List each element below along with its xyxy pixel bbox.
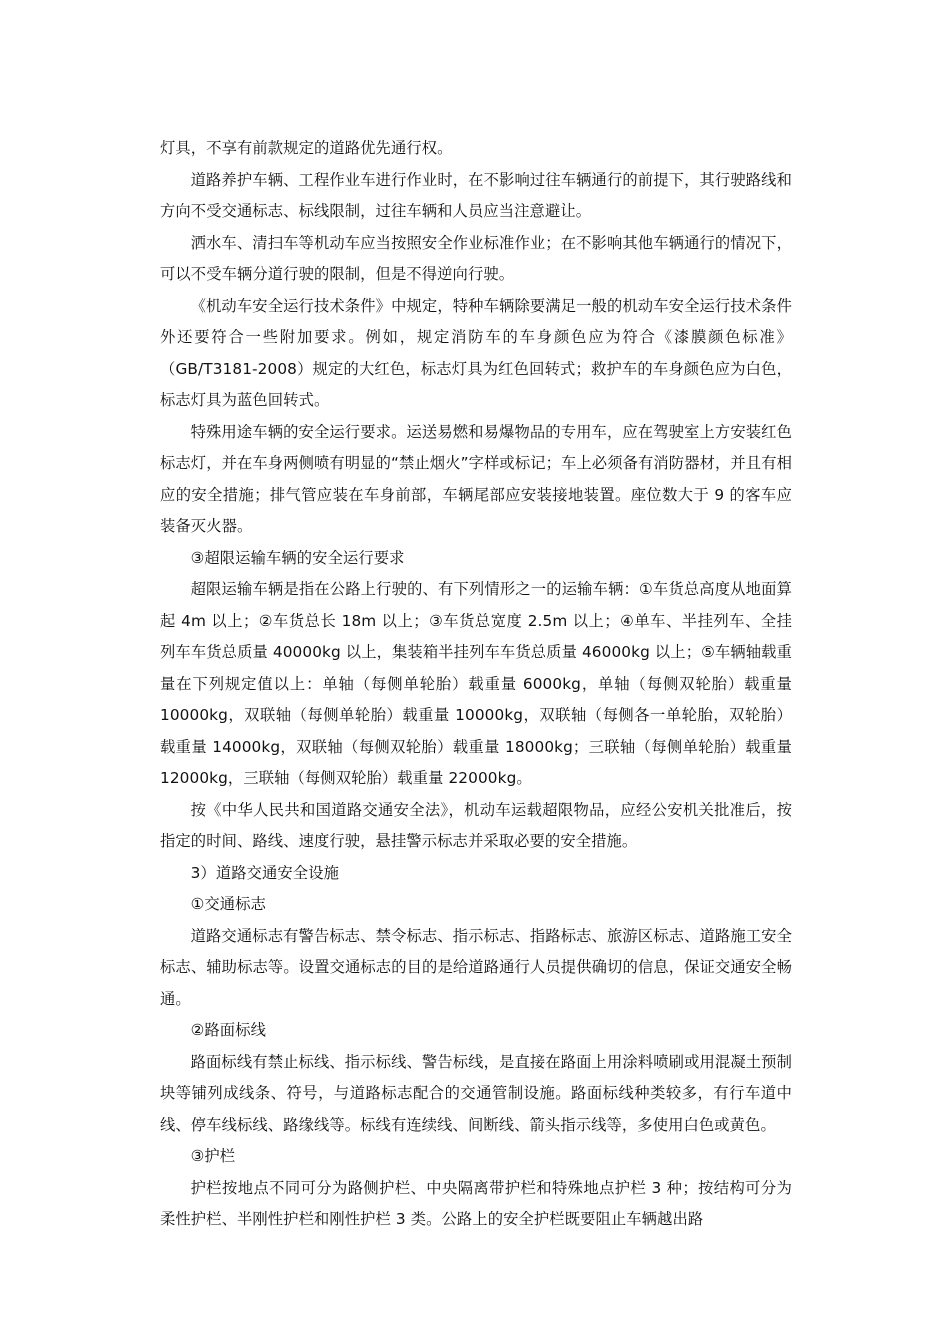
heading-oversize-transport: ③超限运输车辆的安全运行要求 — [190, 548, 405, 567]
paragraph-special-purpose-vehicles: 特殊用途车辆的安全运行要求。运送易燃和易爆物品的专用车，应在驾驶室上方安装红色标志灯，并在车身两侧喷有明显的“禁止烟火”字样或标记；车上必须备有消防器材，并且有相应的安全措施；排气管应装在车身前部，车辆尾部应安装接地装置。座位数大于 9 的客车应装备灭火器。 — [160, 422, 792, 535]
paragraph-oversize-definition: 超限运输车辆是指在公路上行驶的、有下列情形之一的运输车辆：①车货总高度从地面算起 4m 以上；②车货总长 18m 以上；③车货总宽度 2.5m 以上；④单车、半挂列车、全挂列车车货总质量 40000kg 以上，集装箱半挂列车车货总质量 46000kg 以上；⑤车辆轴载重量在下列规定值以上：单轴（每侧单轮胎）载重量 6000kg，单轴（每侧双轮胎）载重量 10000kg，双联轴（每侧单轮胎）载重量 10000kg，双联轴（每侧各一单轮胎，双轮胎）载重量 14000kg，双联轴（每侧双轮胎）载重量 18000kg；三联轴（每侧单轮胎）载重量 12000kg，三联轴（每侧双轮胎）载重量 22000kg。 — [160, 580, 792, 787]
paragraph-maintenance-vehicles: 道路养护车辆、工程作业车进行作业时，在不影响过往车辆通行的前提下，其行驶路线和方向不受交通标志、标线限制，过往车辆和人员应当注意避让。 — [160, 170, 792, 220]
paragraph-oversize-law: 按《中华人民共和国道路交通安全法》，机动车运载超限物品，应经公安机关批准后，按指定的时间、路线、速度行驶，悬挂警示标志并采取必要的安全措施。 — [160, 800, 792, 850]
paragraph-road-markings: 路面标线有禁止标线、指示标线、警告标线，是直接在路面上用涂料喷刷或用混凝土预制块等铺列成线条、符号，与道路标志配合的交通管制设施。路面标线种类较多，有行车道中线、停车线标线、路缘线等。标线有连续线、间断线、箭头指示线等，多使用白色或黄色。 — [160, 1052, 792, 1134]
heading-traffic-signs: ①交通标志 — [190, 895, 266, 913]
paragraph-special-vehicle-standards: 《机动车安全运行技术条件》中规定，特种车辆除要满足一般的机动车安全运行技术条件外还要符合一些附加要求。例如，规定消防车的车身颜色应为符合《漆膜颜色标准》（GB/T3181-2008）规定的大红色，标志灯具为红色回转式；救护车的车身颜色应为白色，标志灯具为蓝色回转式。 — [160, 296, 792, 409]
document-body — [160, 133, 792, 1236]
paragraph-traffic-signs: 道路交通标志有警告标志、禁令标志、指示标志、指路标志、旅游区标志、道路施工安全标志、辅助标志等。设置交通标志的目的是给道路通行人员提供确切的信息，保证交通安全畅通。 — [160, 926, 792, 1008]
heading-road-markings: ②路面标线 — [190, 1021, 266, 1039]
heading-guardrails: ③护栏 — [190, 1147, 236, 1165]
paragraph-continuation: 灯具，不享有前款规定的道路优先通行权。 — [160, 139, 453, 157]
paragraph-guardrails: 护栏按地点不同可分为路侧护栏、中央隔离带护栏和特殊地点护栏 3 种；按结构可分为柔性护栏、半刚性护栏和刚性护栏 3 类。公路上的安全护栏既要阻止车辆越出路 — [160, 1178, 792, 1228]
heading-safety-facilities: 3）道路交通安全设施 — [190, 863, 339, 882]
paragraph-sprinkler-vehicles: 洒水车、清扫车等机动车应当按照安全作业标准作业；在不影响其他车辆通行的情况下，可以不受车辆分道行驶的限制，但是不得逆向行驶。 — [160, 233, 792, 283]
